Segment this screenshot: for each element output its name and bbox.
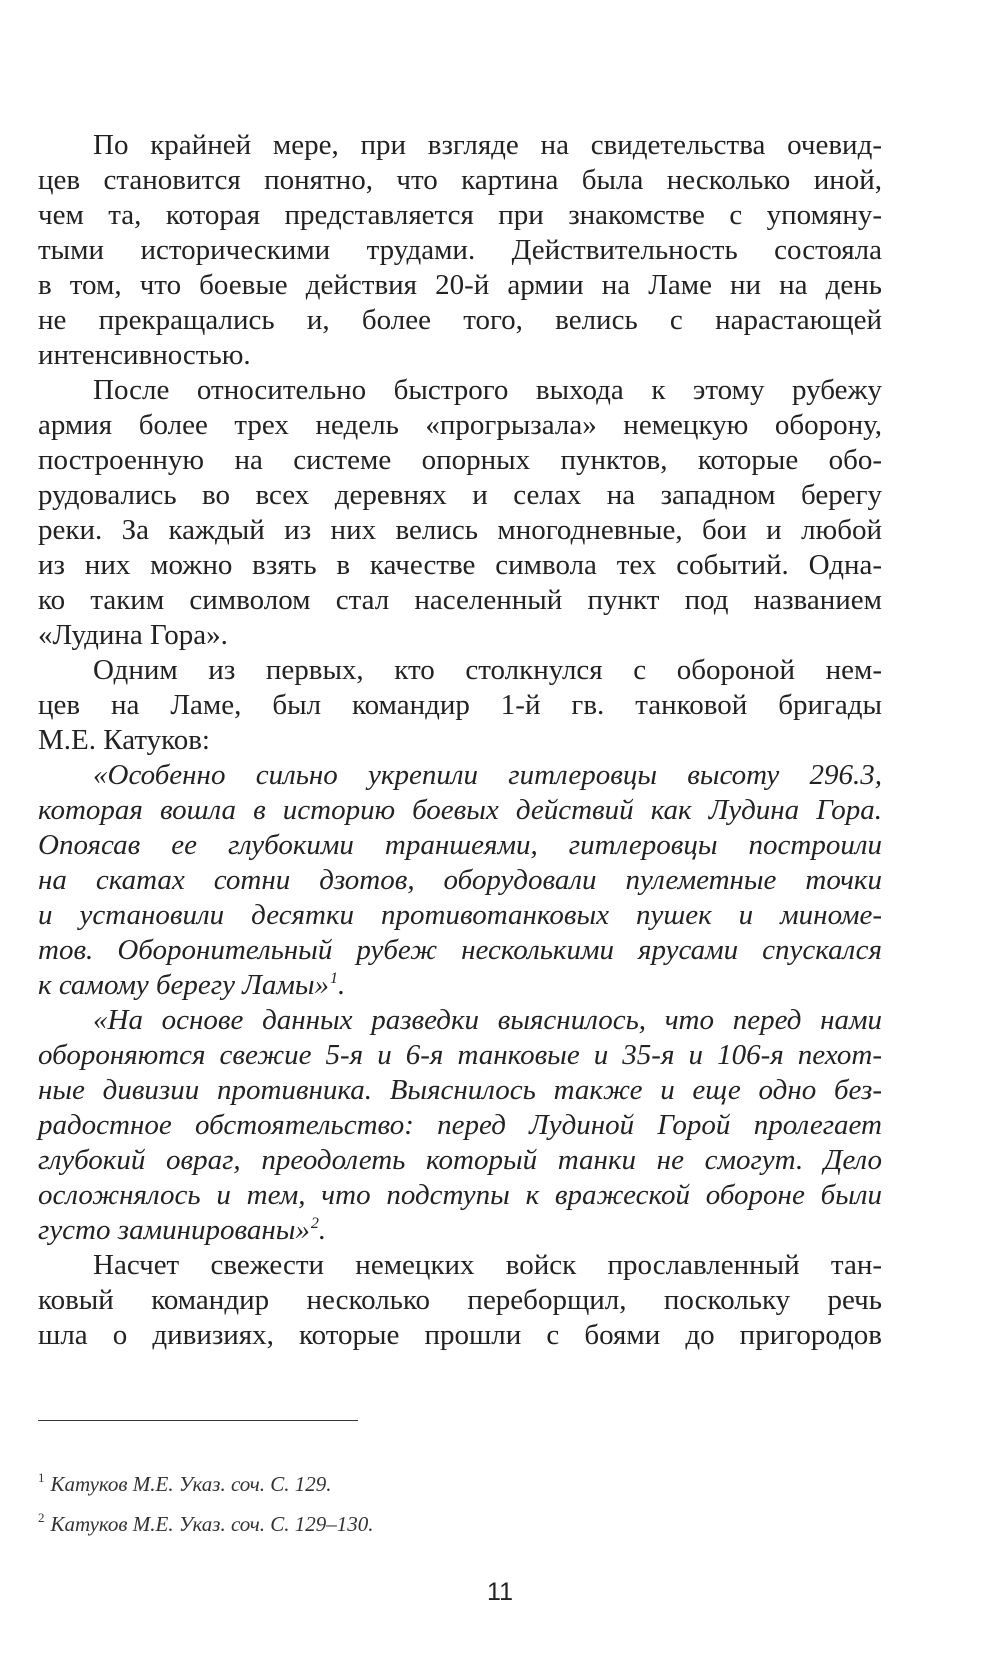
footnote [38,1504,882,1544]
text-line: «На основе данных разведки выяснилось, что перед нами [93,1004,882,1036]
text-line: «Лудина Гора». [38,619,228,651]
text-line: на скатах сотни дзотов, оборудовали пулеметные точки [38,864,882,896]
footnote-reference[interactable]: 1 [330,970,339,987]
text-line: из них можно взять в качестве символа тех событий. Одна- [38,549,882,581]
text-line: к самому берегу Ламы»$^1$. [38,969,346,1001]
text-line: радостное обстоятельство: перед Лудиной Горой пролегает [38,1109,882,1141]
text-line: Одним из первых, кто столкнулся с обороной нем- [93,654,882,686]
text-line: Опоясав ее глубокими траншеями, гитлеровцы построили [38,829,882,861]
footnote-mark: 1 [38,1470,45,1485]
text-line: «Особенно сильно укрепили гитлеровцы высоту 296.3, [93,759,882,791]
footnote [38,1464,882,1504]
text-line: цев становится понятно, что картина была несколько иной, [38,164,882,196]
text-line: глубокий овраг, преодолеть который танки не смогут. Дело [38,1144,882,1176]
text-line: армия более трех недель «прогрызала» немецкую оборону, [38,409,882,441]
footnote-reference[interactable]: 2 [310,1215,319,1232]
footnote-separator [38,1420,358,1421]
text-line: чем та, которая представляется при знакомстве с упомяну- [38,199,882,231]
text-line: После относительно быстрого выхода к этому рубежу [93,374,882,406]
text-line: тыми историческими трудами. Действительность состояла [38,234,882,266]
text-line: и установили десятки противотанковых пушек и миноме- [38,899,882,931]
footnote-text: Катуков М.Е. Указ. соч. С. 129. [50,1472,332,1496]
footnote-mark: 2 [38,1510,45,1525]
text-line: По крайней мере, при взгляде на свидетельства очевид- [93,129,882,161]
text-line: интенсивностью. [38,339,251,371]
footnotes [38,1464,882,1544]
text-line: Насчет свежести немецких войск прославленный тан- [93,1249,882,1281]
page-number: 11 [487,1578,513,1606]
text-line: густо заминированы»$^2$. [38,1214,327,1246]
text-line: ко таким символом стал населенный пункт под названием [38,584,882,616]
text-line: построенную на системе опорных пунктов, которые обо- [38,444,882,476]
main-text [38,128,882,1353]
text-line: ковый командир несколько переборщил, поскольку речь [38,1284,882,1316]
text-line: цев на Ламе, был командир 1-й гв. танковой бригады [38,689,882,721]
text-line: которая вошла в историю боевых действий как Лудина Гора. [38,794,882,826]
footnote-text: Катуков М.Е. Указ. соч. С. 129–130. [50,1512,374,1536]
text-line: обороняются свежие 5-я и 6-я танковые и 35-я и 106-я пехот- [38,1039,882,1071]
text-line: осложнялось и тем, что подступы к вражеской обороне были [38,1179,882,1211]
text-line: рудовались во всех деревнях и селах на западном берегу [38,479,882,511]
text-line: шла о дивизиях, которые прошли с боями до пригородов [38,1319,882,1351]
text-line: реки. За каждый из них велись многодневные, бои и любой [38,514,882,546]
text-line: ные дивизии противника. Выяснилось также и еще одно без- [38,1074,882,1106]
text-line: в том, что боевые действия 20-й армии на Ламе ни на день [38,269,882,301]
text-line: не прекращались и, более того, велись с нарастающей [38,304,882,336]
text-line: М.Е. Катуков: [38,724,210,756]
text-line: тов. Оборонительный рубеж несколькими ярусами спускался [38,934,882,966]
